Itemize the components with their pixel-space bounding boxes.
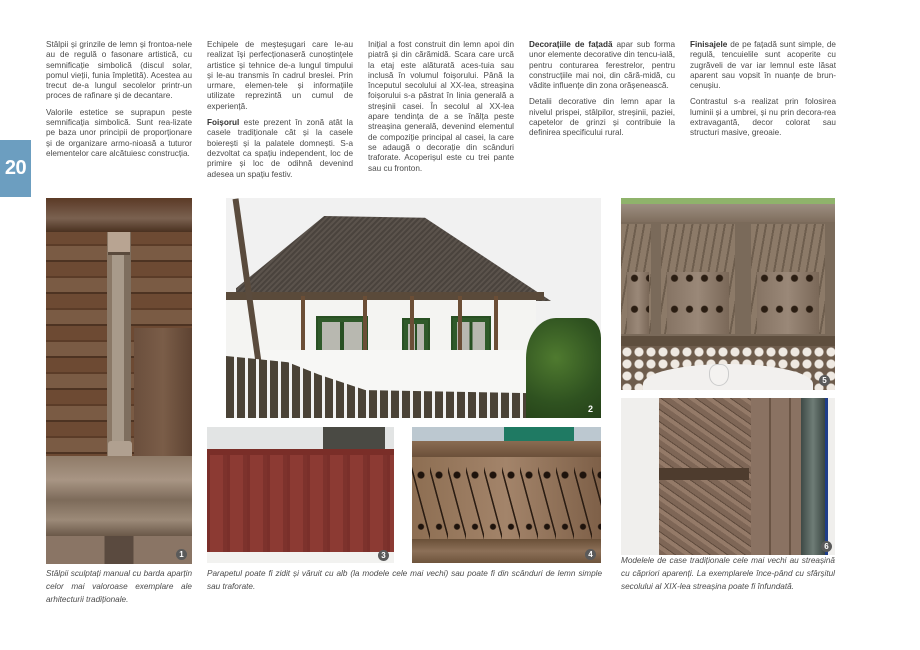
text-column-5 — [690, 40, 836, 145]
text-column-1 — [46, 40, 192, 165]
page-number-tab — [0, 140, 31, 197]
paragraph: Decorațiile de fațadă apar sub forma unor elemente decorative din tencu-ială, pentru conturarea ferestrelor, pentru construcțiile mai noi, din cără-midă, cu vădite influențe din zona orășenească. — [529, 40, 675, 91]
paragraph: Foișorul este prezent în zonă atât la casele tradiționale cât și la casele boierești și la palatele domnești. S-a dezvoltat ca spațiu independent, loc de primire și loc de odihnă devenind adesea un spațiu festiv. — [207, 118, 353, 179]
paragraph: Contrastul s-a realizat prin folosirea luminii și a umbrei, și nu prin decora-rea extravagantă, decor colorat sau structuri masive, greoaie. — [690, 97, 836, 138]
caption-photo-1: Stâlpii sculptați manual cu barda aparțin celor mai valoroase exemplare ale arhitecturii tradiționale. — [46, 569, 192, 604]
paragraph: Stâlpii și grinzile de lemn și frontoa-nele au de regulă o fasonare artistică, cu semnificație simbolică (discul solar, pomul vieții, funia împletită). Acestea au trecut de-a lungul secolelor printr-un proces de rafinare și de decantare. — [46, 40, 192, 101]
photo-number-badge: 1 — [176, 549, 187, 560]
photo-number-badge: 5 — [819, 375, 830, 386]
photo-red-parapet — [207, 427, 394, 563]
text-column-4 — [529, 40, 675, 145]
photo-number-badge: 4 — [585, 549, 596, 560]
paragraph: Detalii decorative din lemn apar la nivelul prispei, stâlpilor, streșinii, paziei, capetelor de grinzi și contribuie la definirea specificului rural. — [529, 97, 675, 138]
photo-exposed-rafters — [621, 398, 835, 555]
term-finisajele: Finisajele — [690, 40, 728, 49]
term-foisorul: Foișorul — [207, 118, 240, 128]
text-column-2 — [207, 40, 353, 186]
page-number: 20 — [4, 157, 27, 179]
paragraph: Valorile estetice se suprapun peste semnificația simbolică. Sunt rea-lizate pe baza unor principii de proporționare și de organizare armo-nioasă a tuturor elementelor care alcătuiesc construcția. — [46, 107, 192, 158]
text-column-3 — [368, 40, 514, 180]
photo-number-badge: 2 — [587, 403, 593, 414]
paragraph: Echipele de meșteșugari care le-au realizat își perfecționaseră cunoștințele artistice și tehnice de-a lungul timpului și le-au transmis în cadrul breslei. Prin urmare, elemen-tele și informațiile utilizate reprezintă un cumul de experiență. — [207, 40, 353, 111]
photo-fretwork-parapet — [412, 427, 601, 563]
paragraph: Finisajele de pe fațadă sunt simple, de regulă, tencuielile sunt acoperite cu zugrăveli de var iar lemnul este lăsat aparent sau vopsit în nuanțe de brun-cenușiu. — [690, 40, 836, 91]
caption-photos-3-4: Parapetul poate fi zidit și văruit cu alb (la modele cele mai vechi) sau poate fi din scânduri de lemn simple sau traforate. — [207, 569, 602, 591]
photo-number-badge: 6 — [821, 541, 832, 552]
term-decoratiile: Decorațiile de fațadă — [529, 40, 613, 49]
paragraph: Inițial a fost construit din lemn apoi din piatră și din cărămidă. Scara care urcă la etaj este alăturată aces-tuia sau inclusă în volumul foișorului. Până la începutul secolului al XX-lea, streașina foișorului s-a păstrat în linia generală a streșinii casei. În secolul al XX-lea apare tendința de a se înălța peste streașina generală, devenind elementul de compoziție principal al casei, la care se adaugă o decorație din scânduri traforate. Acoperișul este cu trei pante sau cu fronton. — [368, 40, 514, 173]
photo-traditional-house — [226, 198, 601, 418]
caption-photos-5-6: Modelele de case tradiționale cele mai vechi au streașină cu căpriori aparenți. La exemplarele înce-pând cu sfârșitul secolului al XIX-lea streașina poate fi înfundată. — [621, 556, 835, 591]
photo-carved-post — [46, 198, 192, 564]
photo-carved-eaves — [621, 198, 835, 390]
photo-number-badge: 3 — [378, 550, 389, 561]
